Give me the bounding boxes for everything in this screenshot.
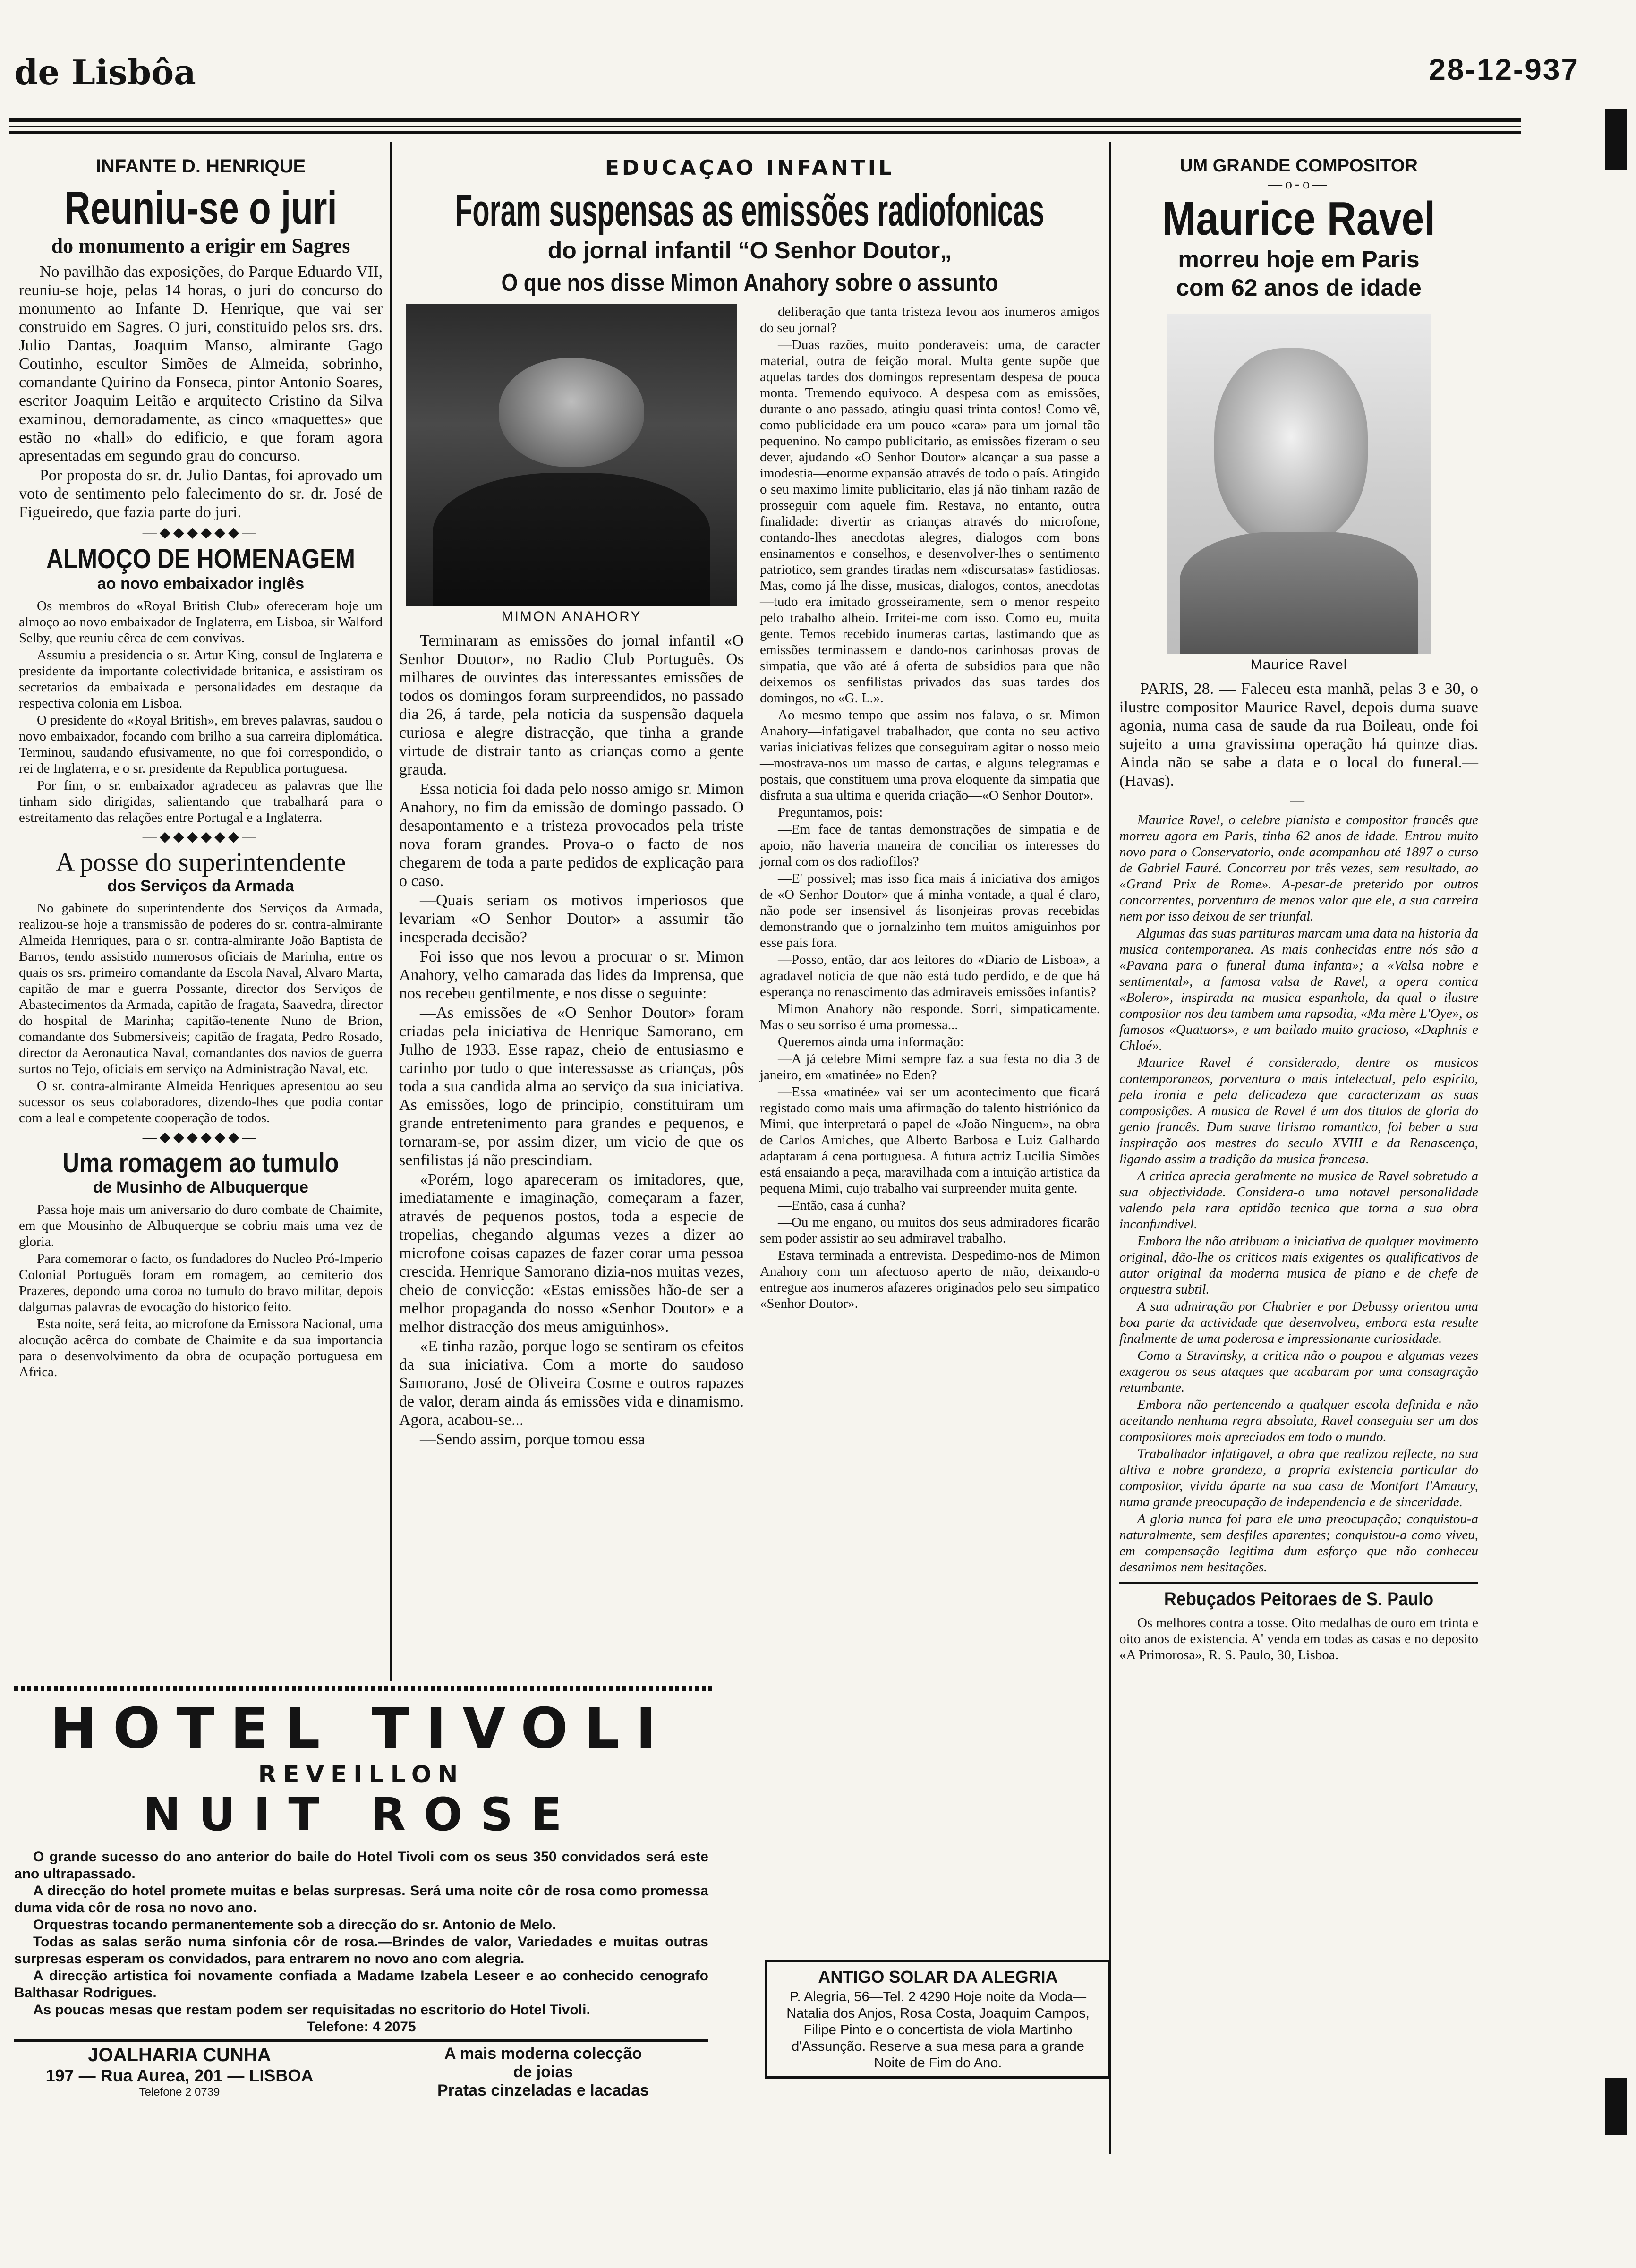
paragraph: Preguntamos, pois: xyxy=(778,805,883,820)
paragraph: A critica aprecia geralmente na musica de Ravel sobretudo a sua objectividade. Considera-o uma notavel personalidade valendo pela rara aptidão tecnica que torna a sua obra inconfundivel. xyxy=(1119,1168,1478,1232)
article-kicker: INFANTE D. HENRIQUE xyxy=(95,156,306,177)
paragraph: Trabalhador infatigavel, a obra que realizou reflecte, na sua altiva e nobre grandeza, a propria existencia particular do compositor, vivida áparte na sua casa de Montfort l'Amaury, numa grande preocupação de independencia e de sinceridade. xyxy=(1119,1446,1478,1509)
portrait-face xyxy=(499,358,644,467)
portrait-coat xyxy=(433,473,710,606)
article-subhead-2: O que nos disse Mimon Anahory sobre o assunto xyxy=(501,269,998,297)
masthead-title: de Lisbôa xyxy=(14,52,196,92)
paragraph: Essa noticia foi dada pelo nosso amigo sr. Mimon Anahory, no fim da emissão de domingo passado. O desapontamento e a tristeza provocados pela triste nova foram grandes. Prova-o o facto de nos chegarem de toda a parte pedidos de explicação para o caso. xyxy=(399,780,744,890)
ad-rule-top xyxy=(14,1686,713,1691)
paragraph: Ao mesmo tempo que assim nos falava, o sr. Mimon Anahory—infatigavel trabalhador, que conta no seu activo varias iniciativas felizes que conseguiram agitar o nosso meio—mostrava-nos um masso de cartas, e alguns telegramas e postais, que constituem uma prova eloquente da simpatia que disfruta a sua ultima e querida criação—«O Senhor Doutor». xyxy=(760,708,1100,803)
paragraph: Como a Stravinsky, a critica não o poupou e algumas vezes exagerou os seus ataques que acabaram por uma consagração retumbante. xyxy=(1119,1348,1478,1395)
edge-bar-top xyxy=(1605,109,1627,170)
top-rule-thin xyxy=(9,126,1521,127)
solar-title: ANTIGO SOLAR DA ALEGRIA xyxy=(818,1967,1058,1987)
paragraph: —Então, casa á cunha? xyxy=(778,1198,906,1213)
ad-nuit-rose: NUIT ROSE xyxy=(143,1788,580,1841)
ad-paragraph: A direcção do hotel promete muitas e belas surpresas. Será uma noite côr de rosa como promessa duma vida côr de rosa no novo ano. xyxy=(14,1883,708,1916)
ad-paragraph: Orquestras tocando permanentemente sob a direcção do sr. Antonio de Melo. xyxy=(33,1917,556,1933)
ad-hotel-title: HOTEL TIVOLI xyxy=(50,1696,673,1761)
solar-text: P. Alegria, 56—Tel. 2 4290 Hoje noite da Moda—Natalia dos Anjos, Rosa Costa, Joaquim Campos, Filipe Pinto e o concertista de viola Martinho d'Assunção. Reserve a sua mesa para a grande Noite de Fim do Ano. xyxy=(786,1989,1090,2071)
paragraph: Passa hoje mais um aniversario do duro combate de Chaimite, em que Mousinho de Albuquerque se cobriu mais uma vez de gloria. xyxy=(19,1202,383,1249)
separator: —◆◆◆◆◆◆— xyxy=(142,525,259,540)
paragraph: No pavilhão das exposições, do Parque Eduardo VII, reuniu-se hoje, pelas 14 horas, o juri do concurso do monumento ao Infante D. Henrique, que vai ser construido em Sagres. O juri, constituido pelos srs. drs. Julio Dantas, Joaquim Manso, almirante Gago Coutinho, escultor Simões de Almeida, sobrinho, comandante Quirino da Fonseca, pintor Antonio Soares, escritor Joaquim Leitão e arquitecto Cristino da Silva examinou, demoradamente, as cinco «maquettes» que estão no «hall» do edificio, e que foram agora apresentadas em segundo grau do concurso. xyxy=(19,263,383,465)
paragraph: Mimon Anahory não responde. Sorri, simpaticamente. Mas o seu sorriso é uma promessa... xyxy=(760,1001,1100,1032)
article-kicker: EDUCAÇAO INFANTIL xyxy=(605,156,895,180)
ad-paragraph: O grande sucesso do ano anterior do baile do Hotel Tivoli com os seus 350 convidados será este ano ultrapassado. xyxy=(14,1849,708,1882)
paragraph: —Duas razões, muito ponderaveis: uma, de caracter material, outra de feição moral. Multa gente supõe que aquelas tardes dos domingos representam despesa de pouca monta. Tremendo equivoco. A despesa com as emissões, durante o ano passado, atingiu quasi trinta contos! Como vê, como publicidade era um pouco «cara» para um jornal tão pequenino. No campo publicitario, as emissões fizeram o seu dever, ajudando «O Senhor Doutor» alcançar a sua passe a imodestia—enorme expansão através de todo o país. Atingido o seu maximo limite publicitario, elas já não tinham razão de prosseguir com aquele fim. Restava, no entanto, outra finalidade: divertir as crianças através do microfone, contando-lhes anecdotas alegres, dialogos com bons ensinamentos e conselhos, e desenvolver-lhes o sentimento patriotico, sem grandes tiradas nem «discursatas» fastidiosas. Mas, como já lhe disse, musicas, dialogos, contos, anecdotas—tudo era imitado grosseiramente, sem o menor respeito pelo trabalho alheio. Irritei-me com isso. Como eu, muita gente. Temos recebido inumeras cartas, lastimando que as emissões terminassem e dando-nos carinhosas provas de simpatia, que vão até á oferta de subsidios para que não deixemos os senfilistas privados das suas tardes dos domingos, no «G. L.». xyxy=(760,337,1100,706)
ad-paragraph: A direcção artistica foi novamente confiada a Madame Izabela Leseer e ao conhecido cenografo Balthasar Rodrigues. xyxy=(14,1968,708,2001)
joalharia-name: JOALHARIA CUNHA xyxy=(88,2045,271,2065)
paragraph: No gabinete do superintendente dos Serviços da Armada, realizou-se hoje a transmissão de poderes do sr. contra-almirante Almeida Henriques, para o sr. contra-almirante João Baptista de Barros, tendo assistido numerosos oficiais de Marinha, entre os quais os srs. primeiro comandante da Escola Naval, Alvaro Marta, capitão de mar e guerra Possante, director dos Serviços de Abastecimentos da Armada, capitão de fragata, Saavedra, director do hospital de Marinha; capitão-tenente Nuno de Brion, comandante dos Submersiveis; capitão de fragata, Pedro Rosado, director da Aeronautica Naval, comandantes dos navios de guerra surtos no Tejo, oficiais em serviço na Administração Naval, etc. xyxy=(19,901,383,1076)
paragraph: Os membros do «Royal British Club» ofereceram hoje um almoço ao novo embaixador de Inglaterra, em Lisboa, sir Walford Selby, que reuniu cêrca de cem convivas. xyxy=(19,598,383,646)
paragraph: Esta noite, será feita, ao microfone da Emissora Nacional, uma alocução acêrca do combate de Chaimite e da sua importancia para o desenvolvimento da obra de ocupação portuguesa em Africa. xyxy=(19,1316,383,1380)
paragraph: Terminaram as emissões do jornal infantil «O Senhor Doutor», no Radio Club Português. Os milhares de ouvintes das interessantes emissões de todos os domingos foram surpreendidos, no passado dia 26, á tarde, pela noticia da suspensão daquela curiosa e alegre distracção, que tinha a grande virtude de distrair tanto as crianças como a gente grauda. xyxy=(399,632,744,778)
column-right xyxy=(1119,156,1478,1664)
separator: —◆◆◆◆◆◆— xyxy=(142,1129,259,1145)
paragraph: O presidente do «Royal British», em breves palavras, saudou o novo embaixador, focando com brilho a sua carreira diplomática. Terminou, saudando efusivamente, no que foi correspondido, o rei de Inglaterra, e o sr. presidente da Republica portuguesa. xyxy=(19,713,383,776)
paragraph: —Posso, então, dar aos leitores do «Diario de Lisboa», a agradavel noticia de que não está tudo perdido, e de que há esperança no renascimento das admiraveis emissões infantis? xyxy=(760,952,1100,999)
paragraph: —Essa «matinée» vai ser um acontecimento que ficará registado como mais uma afirmação do talento histriónico da Mimi, que interpretará o papel de «João Ninguem», na obra de Carlos Arniches, que Alberto Barbosa e Luiz Galhardo adaptaram á cena portuguesa. A futura actriz Lucilia Simões está ensaiando a peça, maravilhada com a intuição artistica da pequena Mimi, cujo trabalho vai surpreender muita gente. xyxy=(760,1084,1100,1196)
paragraph: Queremos ainda uma informação: xyxy=(778,1034,964,1049)
paragraph: —Quais seriam os motivos imperiosos que levariam «O Senhor Doutor» a assumir tão inesperada decisão? xyxy=(399,892,744,946)
paragraph: O sr. contra-almirante Almeida Henriques apresentou ao seu sucessor os seus colaboradores, dizendo-lhes que podia contar com a leal e competente cooperação de todos. xyxy=(19,1078,383,1125)
joalharia-ad xyxy=(14,2039,708,2100)
article-subhead: do jornal infantil “O Senhor Doutor„ xyxy=(547,237,952,264)
section-subhead: dos Serviços da Armada xyxy=(107,877,294,895)
paragraph: PARIS, 28. — Faleceu esta manhã, pelas 3 e 30, o ilustre compositor Maurice Ravel, depois duma suave agonia, numa casa de saude da rua Boileau, onde foi sujeito a uma gravissima operação há quinze dias. Ainda não se sabe a data e o local do funeral.—(Havas). xyxy=(1119,680,1478,790)
photo-caption: MIMON ANAHORY xyxy=(501,609,642,624)
portrait-photo xyxy=(406,304,737,606)
paragraph: —As emissões de «O Senhor Doutor» foram criadas pela iniciativa de Henrique Samorano, em Julho de 1933. Esse rapaz, cheio de entusiasmo e carinho por tudo o que interessasse as crianças, pôs toda a sua candida alma ao serviço da sua iniciativa. As emissões, logo de principio, constituiram um grande entretenimento para grandes e pequenos, e tornaram-se, por assim dizer, um vicio de que os senfilistas já não prescindiam. xyxy=(399,1004,744,1169)
ornament: —o-o— xyxy=(1268,176,1329,192)
ad-reveillon: REVEILLON xyxy=(258,1761,465,1788)
paragraph: Foi isso que nos levou a procurar o sr. Mimon Anahory, velho camarada das lides da Imprensa, que nos recebeu gentilmente, e nos disse o seguinte: xyxy=(399,948,744,1002)
article-subhead: morreu hoje em Paris com 62 anos de idade xyxy=(1176,246,1422,301)
column-divider-2 xyxy=(1109,142,1111,2154)
paragraph: Para comemorar o facto, os fundadores do Nucleo Pró-Imperio Colonial Português foram em romagem, ao cemiterio dos Prazeres, depondo uma coroa no tumulo do bravo militar, depois dalgumas palavras de evocação do historico feito. xyxy=(19,1251,383,1314)
section-subhead: de Musinho de Albuquerque xyxy=(93,1178,308,1196)
paragraph: —E' possivel; mas isso fica mais á iniciativa dos amigos de «O Senhor Doutor» que á minha vontade, a qual é claro, não pode ser insensivel ás lisonjeiras provas recebidas demonstrando que o jornalzinho tem muitos amiguinhos por esse país fora. xyxy=(760,871,1100,950)
paragraph: —Em face de tantas demonstrações de simpatia e de apoio, não haveria maneira de conciliar os interesses do jornal com os dos radiofilos? xyxy=(760,822,1100,869)
ad-paragraph: Todas as salas serão numa sinfonia côr de rosa.—Brindes de valor, Variedades e muitas outras surpresas esperam os convidados, para entrarem no novo ano com alegria. xyxy=(14,1934,708,1967)
section-headline: Uma romagem ao tumulo xyxy=(62,1148,339,1178)
paragraph: Maurice Ravel, o celebre pianista e compositor francês que morreu agora em Paris, tinha 62 anos de idade. Entrou muito novo para o Conservatorio, onde acompanhou até 1897 o curso de Gabriel Fauré. Concorreu por três vezes, sem resultado, ao «Grand Prix de Rome». A-pesar-de preterido por outros concorrentes, porventura de menos valor que ele, a sua carreira nem por isso deixou de ser triunfal. xyxy=(1119,812,1478,924)
paragraph: «E tinha razão, porque logo se sentiram os efeitos da sua iniciativa. Com a morte do saudoso Samorano, José de Oliveira Cosme e outros rapazes de valor, deram ainda ás emissões vida e dinamismo. Agora, acabou-se... xyxy=(399,1338,744,1429)
article-subhead: do monumento a erigir em Sagres xyxy=(51,234,350,257)
article-headline: Maurice Ravel xyxy=(1162,192,1436,245)
photo-caption: Maurice Ravel xyxy=(1250,657,1347,673)
top-rule xyxy=(9,118,1521,122)
column-divider-1 xyxy=(390,142,392,1681)
ravel-face xyxy=(1214,348,1368,546)
paragraph: Embora lhe não atribuam a iniciativa de qualquer movimento original, dão-lhe os criticos mais exigentes os qualificativos de autor original da moderna musica de piano e de chefe de orquestra subtil. xyxy=(1119,1234,1478,1297)
paragraph: Estava terminada a entrevista. Despedimo-nos de Mimon Anahory com um afectuoso aperto de mão, deixando-o entregue aos inumeros afazeres originados pelo seu simpatico «Senhor Doutor». xyxy=(760,1248,1100,1311)
ad-text: Os melhores contra a tosse. Oito medalhas de ouro em trinta e oito anos de existencia. A' venda em todas as casas e no deposito «A Primorosa», R. S. Paulo, 30, Lisboa. xyxy=(1119,1615,1478,1663)
section-headline: ALMOÇO DE HOMENAGEM xyxy=(46,544,355,574)
paragraph: Algumas das suas partituras marcam uma data na historia da musica contemporanea. As mais conhecidas entre nós são a «Pavana para o funeral duma infanta»; a «Valsa nobre e sentimental», a famosa valsa de Ravel, a opera comica «Bolero», inspirada na musica espanhola, da qual o ilustre compositor nos deu tambem uma rapsodia, «Ma mère L'Oye», os famosos «Quatuors», e um bailado muito gracioso, «Daphnis e Chloé». xyxy=(1119,926,1478,1053)
paragraph: —Ou me engano, ou muitos dos seus admiradores ficarão sem poder assistir ao seu admiravel trabalho. xyxy=(760,1215,1100,1246)
joalharia-slogan-1: A mais moderna colecção xyxy=(444,2045,642,2063)
top-rule-2 xyxy=(9,131,1521,134)
section-headline: A posse do superintendente xyxy=(55,848,346,877)
paragraph: —A já celebre Mimi sempre faz a sua festa no dia 3 de janeiro, em «matinée» no Eden? xyxy=(760,1051,1100,1083)
joalharia-right xyxy=(378,2045,708,2100)
article-headline: Foram suspensas as emissões radiofonicas xyxy=(455,185,1045,236)
separator: — xyxy=(1290,793,1307,809)
section-subhead: ao novo embaixador inglês xyxy=(97,575,305,593)
paragraph: A sua admiração por Chabrier e por Debussy orientou uma boa parte da actividade que desenvolveu, embora esta resulte finalmente de uma poderosa e impressionante curiosidade. xyxy=(1119,1299,1478,1346)
paragraph: A gloria nunca foi para ele uma preocupação; conquistou-a naturalmente, sem desfiles aparentes; conquistou-a como viveu, em compensação legitima dum esforço que não conheceu desanimos nem hesitações. xyxy=(1119,1511,1478,1575)
joalharia-left xyxy=(14,2045,345,2100)
article-headline: Reuniu-se o juri xyxy=(64,182,337,234)
joalharia-slogan-3: Pratas cinzeladas e lacadas xyxy=(437,2081,649,2099)
paragraph: Por fim, o sr. embaixador agradeceu as palavras que lhe tinham sido dirigidas, salientando que trabalhará para o estreitamento das relações entre Portugal e a Inglaterra. xyxy=(19,778,383,825)
edge-bar-bottom xyxy=(1605,2078,1627,2135)
solar-alegria-ad xyxy=(765,1960,1111,2079)
paragraph: Maurice Ravel é considerado, dentre os musicos contemporaneos, porventura o mais intelectual, pelo espirito, pela ironia e pela delicadeza que caracterizam as suas composições. A musica de Ravel é um dos titulos de gloria do genio francês. Dum suave lirismo romantico, foi beber a sua inspiração aos mestres do seculo XVIII e da Renascença, ligando assim a tradição da musica francesa. xyxy=(1119,1055,1478,1167)
ravel-photo xyxy=(1167,314,1431,654)
rebucados-ad xyxy=(1119,1582,1478,1663)
center-right-subcol xyxy=(760,304,1100,1449)
paragraph: Por proposta do sr. dr. Julio Dantas, foi aprovado um voto de sentimento pelo falecimento do sr. dr. José de Figueiredo, que fazia parte do juri. xyxy=(19,467,383,521)
paragraph: «Porém, logo apareceram os imitadores, que, imediatamente e imaginação, começaram a fazer, através de pequenos postos, toda a especie de tropelias, chegando algumas vezes a dizer ao microfone coisas capazes de fazer corar uma pessoa crescida. Henrique Samorano dizia-nos muitas vezes, cheio de convicção: «Estas emissões hão-de ser a melhor propaganda do nosso «Senhor Doutor» e a melhor distracção dos meus amiguinhos». xyxy=(399,1171,744,1336)
ad-paragraph: As poucas mesas que restam podem ser requisitadas no escritorio do Hotel Tivoli. xyxy=(33,2002,590,2018)
paragraph: —Sendo assim, porque tomou essa xyxy=(420,1431,645,1448)
hotel-tivoli-ad xyxy=(14,1696,708,2100)
column-center xyxy=(399,156,1100,1449)
ad-telefone: Telefone: 4 2075 xyxy=(307,2019,416,2035)
joalharia-slogan-2: de joias xyxy=(513,2063,573,2081)
ad-title: Rebuçados Peitoraes de S. Paulo xyxy=(1164,1589,1434,1610)
center-left-subcol xyxy=(399,304,744,1449)
joalharia-phone: Telefone 2 0739 xyxy=(139,2086,220,2098)
masthead-date: 28-12-937 xyxy=(1429,52,1579,86)
paragraph: Assumiu a presidencia o sr. Artur King, consul de Inglaterra e presidente da importante colectividade britanica, e assistiram os secretarios da embaixada e personalidades em destaque da respectiva colonia em Lisboa. xyxy=(19,648,383,711)
article-kicker: UM GRANDE COMPOSITOR xyxy=(1180,156,1418,176)
paragraph: Embora não pertencendo a qualquer escola definida e não aceitando nenhuma regra absoluta, Ravel conseguiu ser um dos compositores mais apreciados em todo o mundo. xyxy=(1119,1397,1478,1444)
ravel-coat xyxy=(1180,532,1418,654)
paragraph: deliberação que tanta tristeza levou aos inumeros amigos do seu jornal? xyxy=(760,304,1100,335)
separator: —◆◆◆◆◆◆— xyxy=(142,829,259,844)
joalharia-address: 197 — Rua Aurea, 201 — LISBOA xyxy=(45,2066,314,2085)
column-left xyxy=(19,156,383,1381)
